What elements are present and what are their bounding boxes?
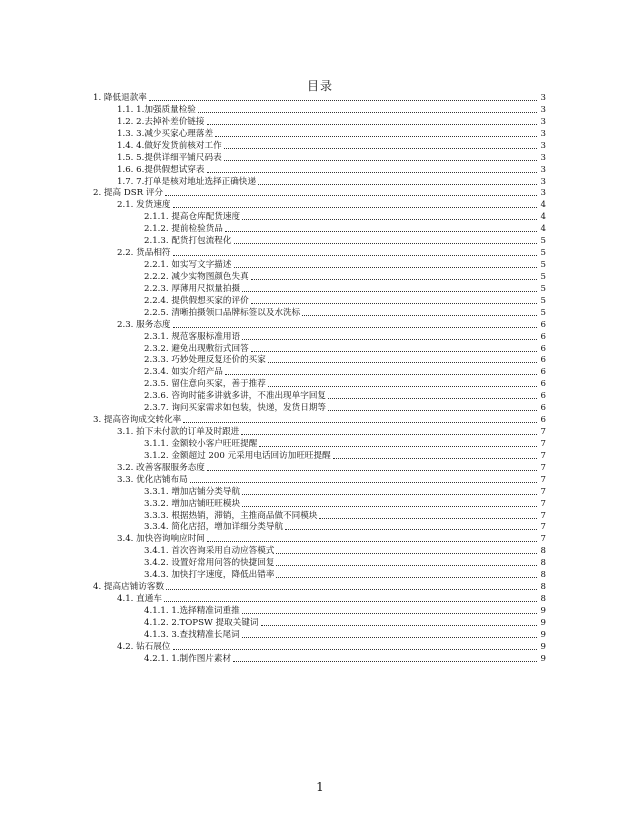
toc-entry-level-1[interactable] — [93, 187, 546, 199]
toc-entry-page: 3 — [540, 140, 546, 151]
toc-entry-level-3[interactable] — [144, 390, 546, 402]
toc-entry-title: 2.3.1. 规范客服标准用语 — [144, 331, 241, 342]
toc-entry-level-3[interactable] — [144, 438, 546, 450]
toc-entry-level-2[interactable] — [117, 593, 546, 605]
toc-entry-title: 4.2. 钻石展位 — [117, 641, 171, 652]
toc-entry-title: 3.3.1. 增加店铺分类导航 — [144, 486, 241, 497]
dot-leader — [302, 315, 537, 316]
dot-leader — [251, 351, 537, 352]
toc-entry-level-2[interactable] — [117, 533, 546, 545]
toc-entry-level-3[interactable] — [144, 378, 546, 390]
toc-entry-page: 3 — [540, 93, 546, 103]
toc-entry-page: 6 — [540, 367, 546, 378]
dot-leader — [261, 625, 537, 626]
toc-entry-page: 3 — [540, 164, 546, 175]
toc-entry-level-3[interactable] — [144, 510, 546, 522]
dot-leader — [268, 362, 537, 363]
dot-leader — [242, 219, 537, 220]
toc-entry-page: 7 — [540, 486, 546, 497]
toc-entry-level-3[interactable] — [144, 498, 546, 510]
toc-entry-title: 2.3.4. 如实介绍产品 — [144, 367, 223, 378]
toc-entry-level-3[interactable] — [144, 283, 546, 295]
dot-leader — [173, 255, 537, 256]
dot-leader — [234, 243, 538, 244]
toc-entry-title: 1. 降低退款率 — [93, 93, 147, 103]
toc-entry-page: 5 — [540, 271, 546, 282]
toc-entry-level-3[interactable] — [144, 295, 546, 307]
toc-entry-page: 6 — [540, 355, 546, 366]
toc-entry-title: 2.3.3. 巧妙处理反复还价的买家 — [144, 355, 266, 366]
toc-entry-page: 5 — [540, 260, 546, 271]
toc-entry-level-3[interactable] — [144, 653, 546, 665]
toc-entry-title: 1.3. 3.减少买家心理落差 — [117, 128, 214, 139]
dot-leader — [319, 518, 537, 519]
toc-entry-level-2[interactable] — [117, 104, 546, 116]
toc-entry-title: 2.2. 货品相符 — [117, 248, 171, 259]
toc-entry-page: 7 — [540, 438, 546, 449]
toc-entry-level-2[interactable] — [117, 116, 546, 128]
dot-leader — [207, 470, 537, 471]
dot-leader — [224, 148, 537, 149]
dot-leader — [173, 327, 537, 328]
toc-entry-level-2[interactable] — [117, 426, 546, 438]
toc-entry-level-3[interactable] — [144, 545, 546, 557]
toc-entry-page: 7 — [540, 534, 546, 545]
toc-entry-level-2[interactable] — [117, 462, 546, 474]
dot-leader — [242, 637, 537, 638]
toc-entry-title: 1.4. 4.做好发货前核对工作 — [117, 140, 222, 151]
toc-entry-page: 4 — [540, 224, 546, 235]
toc-entry-page: 7 — [540, 522, 546, 533]
toc-entry-page: 6 — [540, 415, 546, 426]
toc-entry-page: 3 — [540, 152, 546, 163]
toc-entry-page: 8 — [540, 558, 546, 569]
toc-entry-page: 5 — [540, 236, 546, 247]
toc-entry-level-3[interactable] — [144, 557, 546, 569]
dot-leader — [242, 291, 537, 292]
toc-entry-title: 1.6. 6.提供假想试穿表 — [117, 164, 205, 175]
toc-entry-level-2[interactable] — [117, 176, 546, 188]
toc-entry-page: 7 — [540, 450, 546, 461]
toc-entry-level-3[interactable] — [144, 354, 546, 366]
toc-entry-title: 4.1.3. 3.查找精准长尾词 — [144, 629, 240, 640]
toc-entry-level-2[interactable] — [117, 199, 546, 211]
toc-entry-title: 3.3.4. 简化店招，增加详细分类导航 — [144, 522, 284, 533]
toc-entry-title: 3.4.3. 加快打字速度，降低出错率 — [144, 570, 275, 581]
dot-leader — [234, 267, 538, 268]
dot-leader — [173, 649, 537, 650]
toc-entry-level-2[interactable] — [117, 474, 546, 486]
toc-entry-level-2[interactable] — [117, 128, 546, 140]
toc-entry-level-3[interactable] — [144, 307, 546, 319]
toc-entry-page: 7 — [540, 510, 546, 521]
toc-entry-level-3[interactable] — [144, 629, 546, 641]
toc-entry-page: 5 — [540, 283, 546, 294]
dot-leader — [259, 446, 537, 447]
toc-entry-page: 9 — [540, 629, 546, 640]
toc-entry-title: 4.1.1. 1.选择精准词重推 — [144, 605, 240, 616]
dot-leader — [328, 398, 537, 399]
toc-entry-level-3[interactable] — [144, 343, 546, 355]
toc-entry-page: 7 — [540, 498, 546, 509]
toc-entry-page: 4 — [540, 212, 546, 223]
toc-entry-title: 2.2.3. 厚薄用尺拟量拍摄 — [144, 283, 241, 294]
toc-entry-title: 3.1.1. 金额较小客户旺旺提醒 — [144, 438, 258, 449]
dot-leader — [207, 172, 538, 173]
dot-leader — [333, 458, 537, 459]
toc-entry-page: 8 — [540, 546, 546, 557]
toc-entry-title: 3.3.3. 根据热销，滞销，主推商品做不同模块 — [144, 510, 318, 521]
dot-leader — [225, 374, 537, 375]
dot-leader — [251, 279, 537, 280]
dot-leader — [268, 386, 537, 387]
toc-entry-page: 8 — [540, 594, 546, 605]
dot-leader — [251, 303, 537, 304]
toc-entry-page: 6 — [540, 379, 546, 390]
toc-entry-title: 2.2.4. 提供假想买家的评价 — [144, 295, 249, 306]
toc-entry-page: 6 — [540, 331, 546, 342]
toc-entry-title: 1.5. 5.提供详细平铺尺码表 — [117, 152, 222, 163]
toc-entry-page: 9 — [540, 605, 546, 616]
toc-entry-title: 3.4.1. 首次咨询采用自动应答模式 — [144, 546, 275, 557]
toc-entry-title: 2.1.2. 提前检验货品 — [144, 224, 223, 235]
dot-leader — [233, 661, 537, 662]
toc-entry-title: 3.1. 拍下未付款的订单及时跟进 — [117, 427, 240, 438]
toc-entry-level-3[interactable] — [144, 450, 546, 462]
toc-entry-page: 5 — [540, 295, 546, 306]
toc-entry-title: 2.3.6. 咨询时能多讲就多讲，不准出现单字回复 — [144, 391, 327, 402]
toc-entry-title: 2.2.2. 减少实物图颜色失真 — [144, 271, 249, 282]
toc-entry-level-3[interactable] — [144, 259, 546, 271]
toc-entry-title: 1.1. 1.加强质量检验 — [117, 104, 196, 115]
toc-entry-title: 4.2.1. 1.制作图片素材 — [144, 653, 232, 664]
dot-leader — [276, 553, 537, 554]
toc-entry-page: 3 — [540, 176, 546, 187]
toc-entry-title: 3.4.2. 设置好常用问答的快捷回复 — [144, 558, 275, 569]
toc-entry-level-3[interactable] — [144, 331, 546, 343]
dot-leader — [242, 339, 537, 340]
toc-entry-title: 1.2. 2.去掉补差价链接 — [117, 116, 205, 127]
dot-leader — [207, 124, 538, 125]
page-title: 目录 — [306, 79, 333, 93]
dot-leader — [173, 207, 537, 208]
toc-entry-level-2[interactable] — [117, 140, 546, 152]
toc-entry-title: 3. 提高咨询成交转化率 — [93, 415, 182, 426]
toc-entry-page: 8 — [540, 570, 546, 581]
toc-entry-level-2[interactable] — [117, 641, 546, 653]
toc-entry-title: 3.3.2. 增加店铺旺旺模块 — [144, 498, 241, 509]
toc-entry-page: 7 — [540, 462, 546, 473]
toc-entry-title: 2.2.1. 如实写文字描述 — [144, 260, 232, 271]
toc-entry-level-1[interactable] — [93, 414, 546, 426]
toc-entry-title: 3.2. 改善客服服务态度 — [117, 462, 205, 473]
dot-leader — [242, 494, 537, 495]
toc-entry-level-3[interactable] — [144, 569, 546, 581]
dot-leader — [225, 231, 537, 232]
toc-entry-page: 4 — [540, 200, 546, 211]
dot-leader — [241, 434, 537, 435]
toc-entry-page: 6 — [540, 403, 546, 414]
toc-entry-page: 9 — [540, 641, 546, 652]
toc-entry-title: 3.3. 优化店铺布局 — [117, 474, 188, 485]
dot-leader — [149, 100, 537, 101]
toc-entry-title: 2.3. 服务态度 — [117, 319, 171, 330]
dot-leader — [190, 482, 537, 483]
toc-entry-title: 2.3.7. 询问买家需求如包装，快递，发货日期等 — [144, 403, 327, 414]
dot-leader — [328, 410, 537, 411]
toc-entry-page: 9 — [540, 653, 546, 664]
dot-leader — [276, 577, 537, 578]
toc-entry-title: 2. 提高 DSR 评分 — [93, 188, 164, 199]
toc-entry-level-3[interactable] — [144, 605, 546, 617]
toc-entry-title: 1.7. 7.打单是核对地址选择正确快递 — [117, 176, 257, 187]
toc-entry-level-3[interactable] — [144, 211, 546, 223]
toc-entry-page: 3 — [540, 104, 546, 115]
dot-leader — [242, 506, 537, 507]
toc-entry-page: 8 — [540, 582, 546, 593]
toc-entry-page: 5 — [540, 248, 546, 259]
page-number: 1 — [316, 780, 324, 794]
toc-entry-title: 2.1.3. 配货打包流程化 — [144, 236, 232, 247]
dot-leader — [164, 601, 537, 602]
toc-entry-page: 6 — [540, 391, 546, 402]
toc-entry-level-2[interactable] — [117, 164, 546, 176]
toc-entry-level-1[interactable] — [93, 581, 546, 593]
dot-leader — [276, 565, 537, 566]
toc-entry-level-3[interactable] — [144, 521, 546, 533]
dot-leader — [242, 613, 537, 614]
toc-entry-page: 3 — [540, 116, 546, 127]
dot-leader — [207, 541, 537, 542]
toc-entry-level-3[interactable] — [144, 402, 546, 414]
toc-entry-page: 3 — [540, 188, 546, 199]
dot-leader — [258, 184, 537, 185]
toc-entry-level-3[interactable] — [144, 366, 546, 378]
toc-entry-title: 2.1.1. 提高仓库配货速度 — [144, 212, 241, 223]
toc-entry-page: 9 — [540, 617, 546, 628]
toc-entry-page: 3 — [540, 128, 546, 139]
toc-entry-level-3[interactable] — [144, 271, 546, 283]
toc-entry-page: 7 — [540, 474, 546, 485]
toc-entry-level-3[interactable] — [144, 235, 546, 247]
toc-entry-page: 7 — [540, 427, 546, 438]
toc-entry-page: 5 — [540, 307, 546, 318]
toc-entry-level-3[interactable] — [144, 486, 546, 498]
toc-entry-title: 2.2.5. 清晰拍摄领口品牌标签以及水洗标 — [144, 307, 301, 318]
toc-entry-page: 6 — [540, 343, 546, 354]
dot-leader — [215, 136, 537, 137]
toc-entry-level-2[interactable] — [117, 152, 546, 164]
toc-entry-level-1[interactable] — [93, 92, 546, 104]
dot-leader — [165, 195, 537, 196]
toc-entry-level-2[interactable] — [117, 319, 546, 331]
dot-leader — [285, 529, 537, 530]
toc-entry-title: 2.1. 发货速度 — [117, 200, 171, 211]
toc-entry-level-3[interactable] — [144, 617, 546, 629]
toc-entry-title: 4. 提高店铺访客数 — [93, 582, 165, 593]
toc-entry-title: 4.1.2. 2.TOPSW 提取关键词 — [144, 617, 259, 628]
dot-leader — [183, 422, 537, 423]
toc-entry-title: 3.4. 加快咨询响应时间 — [117, 534, 205, 545]
dot-leader — [166, 589, 537, 590]
toc-entry-title: 3.1.2. 金额超过 200 元采用电话回访加旺旺提醒 — [144, 450, 331, 461]
toc-entry-title: 4.1. 直通车 — [117, 594, 162, 605]
dot-leader — [198, 112, 537, 113]
toc-entry-title: 2.3.2. 避免出现敷衍式回答 — [144, 343, 249, 354]
toc-entry-title: 2.3.5. 留住意向买家，善于推荐 — [144, 379, 266, 390]
toc-entry-level-2[interactable] — [117, 247, 546, 259]
toc-entry-page: 6 — [540, 319, 546, 330]
toc-entry-level-3[interactable] — [144, 223, 546, 235]
dot-leader — [224, 160, 537, 161]
